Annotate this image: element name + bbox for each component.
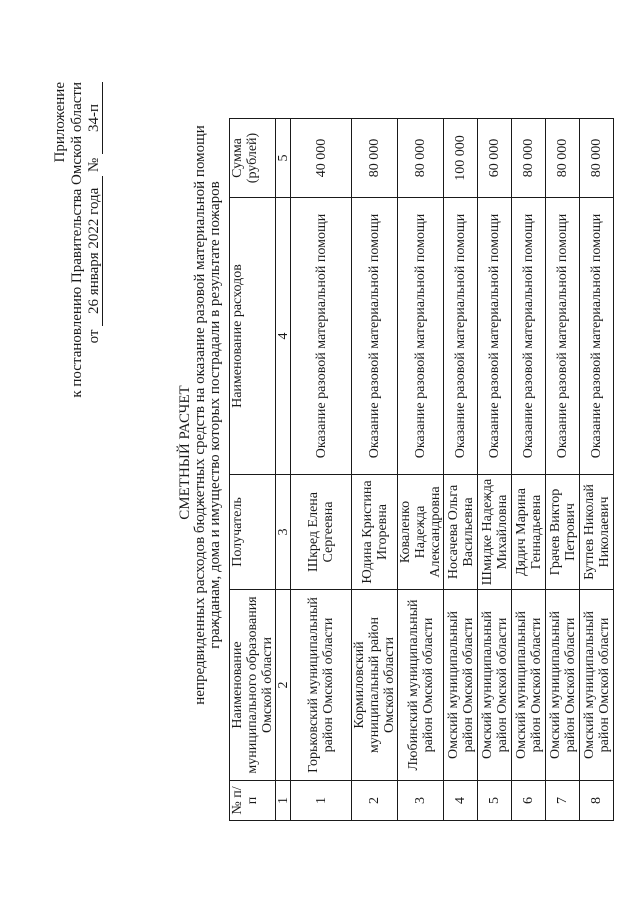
cell-municipality: Любинский муниципальный район Омской области (398, 590, 444, 781)
cell-num: 3 (398, 781, 444, 821)
cell-expense: Оказание разовой материальной помощи (444, 198, 478, 475)
document-subtitle: непредвиденных расходов бюджетных средств на оказание разовой материальной помощи гражданам, дома и имущество которых пострадали в результате пожаров (192, 125, 223, 705)
cell-municipality: Омский муниципальный район Омской области (546, 590, 580, 781)
cell-recipient: Шмидке Надежда Михайловна (478, 475, 512, 590)
cell-municipality: Омский муниципальный район Омской области (512, 590, 546, 781)
table-row (512, 119, 546, 821)
cell-recipient: Юдина Кристина Игоревна (352, 475, 398, 590)
cell-sum: 80 000 (398, 119, 444, 198)
cell-municipality: Кормиловский муниципальный район Омской области (352, 590, 398, 781)
cell-sum: 80 000 (580, 119, 614, 198)
header-expense: Наименование расходов (230, 198, 276, 475)
from-label: от (86, 329, 102, 344)
table-header-row (230, 119, 276, 821)
cell-recipient: Дядич Марина Геннадьевна (512, 475, 546, 590)
table-row (291, 119, 352, 821)
cell-recipient: Шкред Елена Сергеевна (291, 475, 352, 590)
cell-municipality: Горьковский муниципальный район Омской области (291, 590, 352, 781)
cell-num: 5 (478, 781, 512, 821)
cell-municipality: Омский муниципальный район Омской области (478, 590, 512, 781)
cell-recipient: Грачев Виктор Петрович (546, 475, 580, 590)
table-row (398, 119, 444, 821)
column-number: 3 (276, 475, 291, 590)
cell-expense: Оказание разовой материальной помощи (291, 198, 352, 475)
column-number: 5 (276, 119, 291, 198)
cell-expense: Оказание разовой материальной помощи (580, 198, 614, 475)
table-row (478, 119, 512, 821)
column-number: 1 (276, 781, 291, 821)
header-recipient: Получатель (230, 475, 276, 590)
cell-num: 8 (580, 781, 614, 821)
cell-sum: 100 000 (444, 119, 478, 198)
cell-expense: Оказание разовой материальной помощи (478, 198, 512, 475)
cell-sum: 80 000 (546, 119, 580, 198)
appendix-block (52, 82, 103, 398)
cell-expense: Оказание разовой материальной помощи (546, 198, 580, 475)
header-sum: Сумма (рублей) (230, 119, 276, 198)
cell-recipient: Коваленко Надежда Александровна (398, 475, 444, 590)
cell-num: 1 (291, 781, 352, 821)
cell-municipality: Омский муниципальный район Омской области (580, 590, 614, 781)
column-number: 4 (276, 198, 291, 475)
cell-sum: 80 000 (352, 119, 398, 198)
appendix-decree: к постановлению Правительства Омской области (69, 82, 85, 398)
decree-date: 26 января 2022 года (87, 176, 103, 326)
cell-sum: 60 000 (478, 119, 512, 198)
column-number: 2 (276, 590, 291, 781)
table-row (352, 119, 398, 821)
cell-expense: Оказание разовой материальной помощи (352, 198, 398, 475)
estimate-table (229, 118, 614, 821)
cell-sum: 40 000 (291, 119, 352, 198)
document-title: СМЕТНЫЙ РАСЧЕТ (177, 385, 193, 520)
cell-num: 6 (512, 781, 546, 821)
header-num: № п/п (230, 781, 276, 821)
appendix-date-line (86, 82, 103, 398)
appendix-label: Приложение (52, 82, 68, 163)
column-number-row (276, 119, 291, 821)
table-row (444, 119, 478, 821)
cell-expense: Оказание разовой материальной помощи (512, 198, 546, 475)
table-row (546, 119, 580, 821)
cell-municipality: Омский муниципальный район Омской области (444, 590, 478, 781)
header-municipality: Наименование муниципального образования Омской области (230, 590, 276, 781)
decree-number: 34-п (87, 82, 103, 154)
cell-num: 7 (546, 781, 580, 821)
cell-recipient: Бутпев Николай Николаевич (580, 475, 614, 590)
cell-sum: 80 000 (512, 119, 546, 198)
cell-num: 2 (352, 781, 398, 821)
cell-recipient: Носачева Ольга Васильевна (444, 475, 478, 590)
number-label: № (86, 157, 102, 173)
cell-num: 4 (444, 781, 478, 821)
table-row (580, 119, 614, 821)
cell-expense: Оказание разовой материальной помощи (398, 198, 444, 475)
